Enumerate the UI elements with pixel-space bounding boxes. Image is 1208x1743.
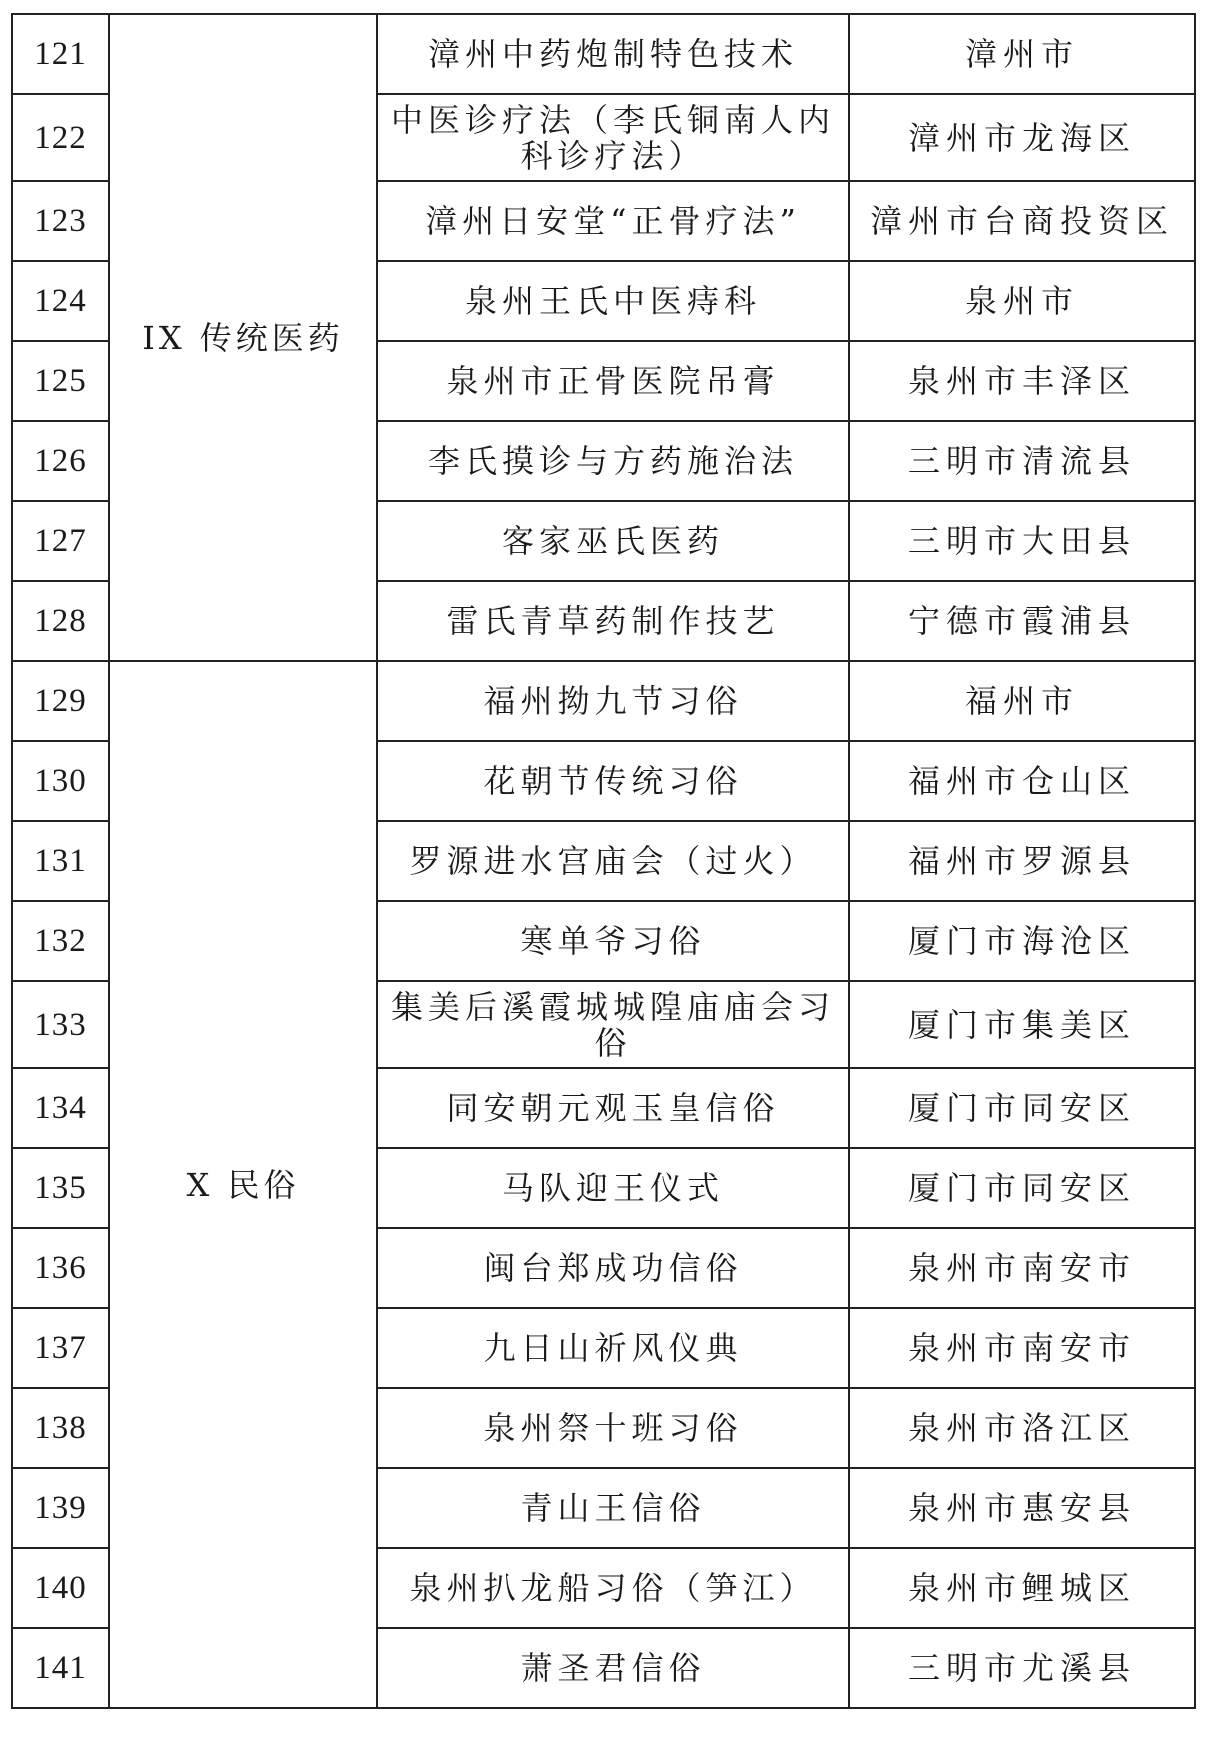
applicant-area: 三明市大田县 [849,501,1195,581]
project-name: 福州拗九节习俗 [377,661,849,741]
applicant-area: 厦门市集美区 [849,981,1195,1068]
item-number: 125 [12,341,109,421]
category-cell: X 民俗 [109,661,377,1708]
project-name: 同安朝元观玉皇信俗 [377,1068,849,1148]
project-name: 马队迎王仪式 [377,1148,849,1228]
project-name: 九日山祈风仪典 [377,1308,849,1388]
applicant-area: 漳州市台商投资区 [849,181,1195,261]
item-number: 124 [12,261,109,341]
project-name: 闽台郑成功信俗 [377,1228,849,1308]
item-number: 128 [12,581,109,661]
project-name: 泉州王氏中医痔科 [377,261,849,341]
item-number: 140 [12,1548,109,1628]
applicant-area: 福州市 [849,661,1195,741]
project-name: 青山王信俗 [377,1468,849,1548]
applicant-area: 泉州市南安市 [849,1228,1195,1308]
heritage-list-table [11,13,1196,1709]
project-name: 集美后溪霞城城隍庙庙会习俗 [377,981,849,1068]
applicant-area: 福州市罗源县 [849,821,1195,901]
applicant-area: 漳州市 [849,14,1195,94]
table-body [12,14,1195,1708]
project-name: 漳州中药炮制特色技术 [377,14,849,94]
item-number: 131 [12,821,109,901]
table-row [12,661,1195,741]
item-number: 129 [12,661,109,741]
item-number: 122 [12,94,109,181]
project-name: 寒单爷习俗 [377,901,849,981]
project-name: 泉州市正骨医院吊膏 [377,341,849,421]
project-name: 泉州扒龙船习俗（笋江） [377,1548,849,1628]
item-number: 141 [12,1628,109,1708]
applicant-area: 厦门市同安区 [849,1068,1195,1148]
item-number: 132 [12,901,109,981]
project-name: 漳州日安堂“正骨疗法” [377,181,849,261]
project-name: 花朝节传统习俗 [377,741,849,821]
table-row [12,14,1195,94]
item-number: 136 [12,1228,109,1308]
project-name: 中医诊疗法（李氏铜南人内科诊疗法） [377,94,849,181]
item-number: 123 [12,181,109,261]
project-name: 泉州祭十班习俗 [377,1388,849,1468]
project-name: 客家巫氏医药 [377,501,849,581]
applicant-area: 三明市清流县 [849,421,1195,501]
applicant-area: 宁德市霞浦县 [849,581,1195,661]
applicant-area: 漳州市龙海区 [849,94,1195,181]
item-number: 139 [12,1468,109,1548]
applicant-area: 厦门市海沧区 [849,901,1195,981]
item-number: 137 [12,1308,109,1388]
project-name: 李氏摸诊与方药施治法 [377,421,849,501]
applicant-area: 泉州市丰泽区 [849,341,1195,421]
project-name: 萧圣君信俗 [377,1628,849,1708]
applicant-area: 泉州市南安市 [849,1308,1195,1388]
item-number: 127 [12,501,109,581]
item-number: 135 [12,1148,109,1228]
item-number: 126 [12,421,109,501]
project-name: 雷氏青草药制作技艺 [377,581,849,661]
item-number: 130 [12,741,109,821]
applicant-area: 福州市仓山区 [849,741,1195,821]
item-number: 121 [12,14,109,94]
project-name: 罗源进水宫庙会（过火） [377,821,849,901]
category-cell: IX 传统医药 [109,14,377,661]
applicant-area: 泉州市惠安县 [849,1468,1195,1548]
applicant-area: 泉州市 [849,261,1195,341]
item-number: 138 [12,1388,109,1468]
item-number: 133 [12,981,109,1068]
applicant-area: 三明市尤溪县 [849,1628,1195,1708]
applicant-area: 厦门市同安区 [849,1148,1195,1228]
applicant-area: 泉州市洛江区 [849,1388,1195,1468]
item-number: 134 [12,1068,109,1148]
applicant-area: 泉州市鲤城区 [849,1548,1195,1628]
